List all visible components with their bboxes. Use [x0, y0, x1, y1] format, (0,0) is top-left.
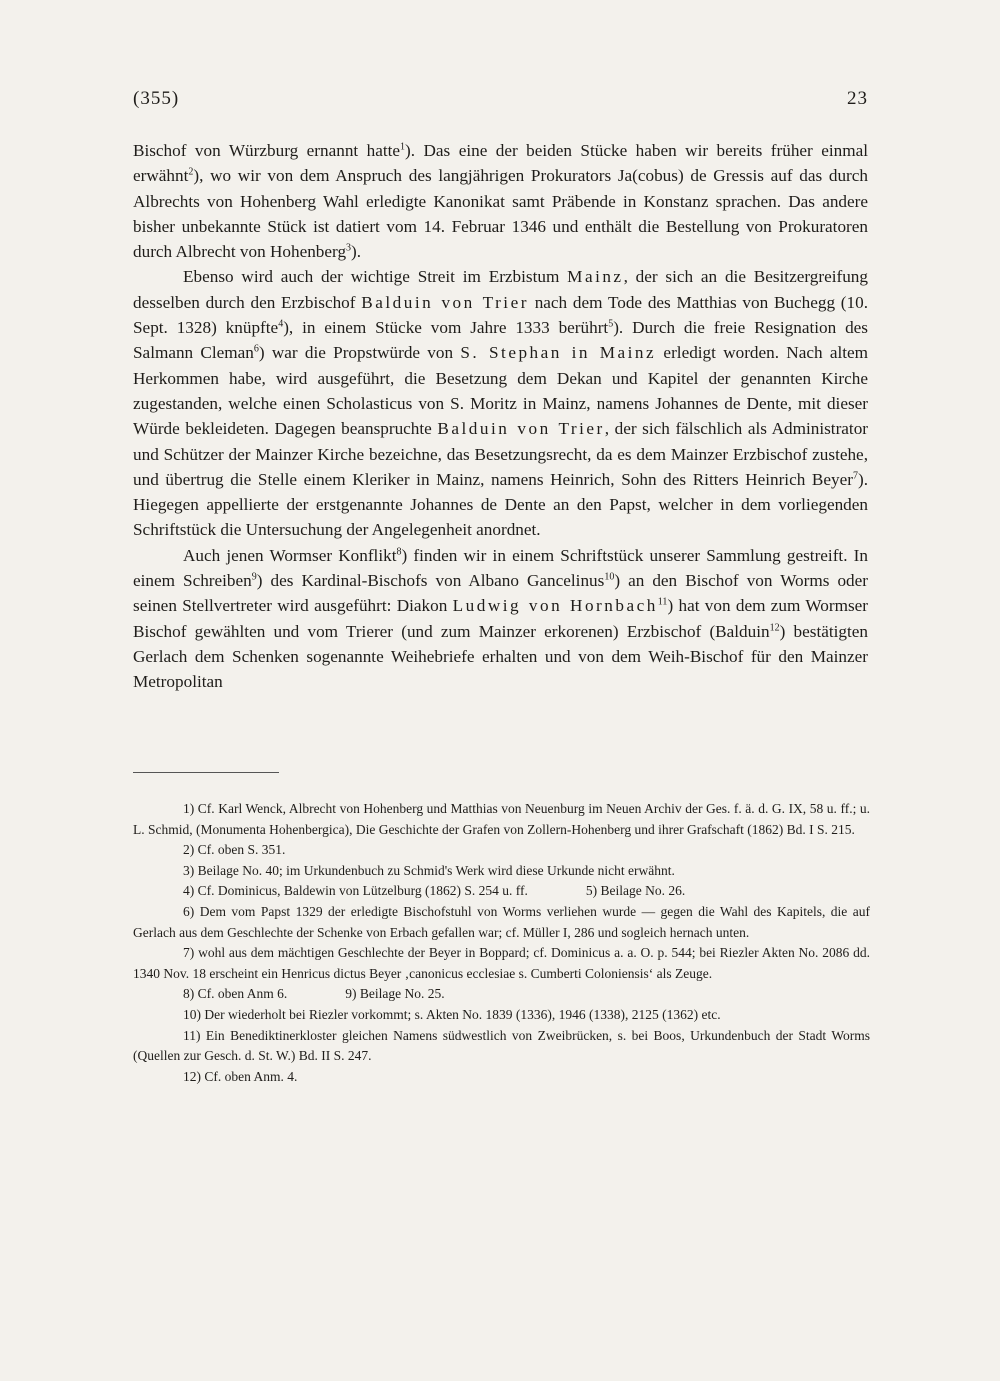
body-paragraph: [133, 264, 868, 542]
page-number: 23: [847, 88, 868, 109]
footnote: [133, 840, 870, 861]
footnote-reference: 9: [251, 571, 257, 583]
spaced-emphasis: Balduin von Trier: [361, 292, 529, 312]
footnote-text: 9) Beilage No. 25.: [345, 986, 445, 1002]
footnote-text: 2) Cf. oben S. 351.: [183, 842, 286, 858]
footnote-text: 10) Der wiederholt bei Riezler vorkommt; s. Akten No. 1839 (1336), 1946 (1338), 2125 (1362) etc.: [183, 1006, 721, 1022]
footnote-reference: 7: [852, 470, 858, 482]
text-run: ). Durch die freie Resignation des Salmann Cleman: [133, 318, 868, 363]
main-text: [133, 138, 868, 695]
footnote-text: 7) wohl aus dem mächtigen Geschlechte der Beyer in Boppard; cf. Dominicus a. a. O. p. 544; bei Riezler Akten No. 2086 dd. 1340 Nov. 18 erscheint ein Henricus dictus Beyer ‚canonicus ecclesiae s. Cumberti Coloniensis‘ als Zeuge.: [133, 945, 870, 981]
footnote: [133, 984, 870, 1005]
footnote-reference: 2: [188, 166, 194, 178]
footnote: [133, 881, 870, 902]
text-run: ). Hiegegen appellierte der erstgenannte Johannes de Dente an den Papst, welcher in dem vorliegenden Schriftstück die Untersuchung der Angelegenheit anordnet.: [133, 469, 868, 540]
footnote-reference: 6: [253, 343, 259, 355]
text-run: erledigt worden. Nach altem Herkommen habe, wird ausgeführt, die Besetzung dem Dekan und Kapitel der genannten Kirche zugestanden, welche einen Scholasticus von S. Moritz in Mainz, namens Johannes de Dente, mit dieser Würde bekleideten. Dagegen beanspruchte: [133, 343, 869, 439]
text-run: ) finden wir in einem Schriftstück unserer Sammlung gestreift. In einem Schreiben: [133, 545, 868, 591]
text-run: , der sich an die Besitzergreifung desselben durch den Erzbischof: [133, 267, 868, 312]
footnote-reference: 5: [608, 318, 614, 330]
footnote: [133, 943, 870, 984]
text-run: nach dem Tode des Matthias von Buchegg (10. Sept. 1328) knüpfte: [133, 292, 869, 338]
footnote-reference: 11: [657, 596, 668, 608]
text-run: ) bestätigten Gerlach dem Schenken sogenannte Weihebriefe erhalten und von dem Weih-Bischof für den Mainzer Metropolitan: [133, 621, 869, 692]
text-run: ) war die Propstwürde von: [258, 343, 461, 363]
footnote-text: 8) Cf. oben Anm 6.: [183, 986, 288, 1002]
footnote-text: 5) Beilage No. 26.: [585, 883, 686, 899]
text-run: ) hat von dem zum Wormser Bischof gewählten und vom Trierer (und zum Mainzer erkorenen) Erzbischof (Balduin: [133, 596, 868, 641]
page-header: [133, 88, 868, 110]
text-run: Bischof von Würzburg ernannt hatte: [133, 141, 401, 160]
text-run: ) des Kardinal-Bischofs von Albano Gancelinus: [256, 571, 605, 591]
text-run: ), in einem Stücke vom Jahre 1333 berührt: [283, 318, 609, 338]
footnote-separator: [133, 772, 279, 773]
body-paragraph: [133, 543, 868, 695]
footnote-text: 11) Ein Benediktinerkloster gleichen Namens südwestlich von Zweibrücken, s. bei Boos, Urkundenbuch der Stadt Worms (Quellen zur Gesch. d. St. W.) Bd. II S. 247.: [133, 1027, 870, 1064]
footnote-text: 6) Dem vom Papst 1329 der erledigte Bischofstuhl von Worms verliehen wurde — gegen die Wahl des Kapitels, die auf Gerlach aus dem Geschlechte der Schenke von Erbach gefallen war; cf. Müller I, 286 und sogleich hernach unten.: [133, 903, 870, 940]
footnote-reference: 8: [396, 546, 402, 558]
text-run: ).: [351, 242, 362, 262]
text-run: ), wo wir von dem Anspruch des langjährigen Prokurators Ja(cobus) de Gressis auf das durch Albrechts von Hohenberg Wahl erledigte Kanonikat samt Präbende in Konstanz sprachen. Das andere bisher unbekannte Stück ist datiert vom 14. Februar 1346 und enthält die Bestellung von Prokuratoren durch Albrecht von Hohenberg: [133, 166, 868, 262]
footnote-reference: 10: [604, 571, 615, 583]
footnotes: [133, 799, 870, 1087]
footnote-text: 4) Cf. Dominicus, Baldewin von Lützelburg (1862) S. 254 u. ff.: [183, 883, 528, 899]
spaced-emphasis: Ludwig von Hornbach: [452, 596, 658, 616]
footnote-reference: 1: [400, 141, 406, 153]
text-run: Ebenso wird auch der wichtige Streit im Erzbistum: [183, 267, 568, 287]
body-paragraph: [133, 138, 868, 264]
spaced-emphasis: Balduin von Trier: [437, 419, 605, 439]
footnote-reference: 12: [769, 621, 780, 633]
footnote-reference: 4: [278, 318, 284, 330]
footnote: [133, 861, 870, 882]
spaced-emphasis: S. Stephan in Mainz: [460, 343, 657, 363]
footnote-text: 3) Beilage No. 40; im Urkundenbuch zu Schmid's Werk wird diese Urkunde nicht erwähnt.: [183, 862, 675, 878]
footnote: [133, 1005, 870, 1026]
footnote: [133, 902, 870, 943]
text-run: , der sich fälschlich als Administrator und Schützer der Mainzer Kirche bezeichne, das Besetzungsrecht, da es dem Mainzer Erzbischof zustehe, und übertrug die Stelle einem Kleriker in Mainz, namens Heinrich, Sohn des Ritters Heinrich Beyer: [133, 419, 869, 489]
footnote-text: 12) Cf. oben Anm. 4.: [183, 1068, 298, 1084]
text-run: ). Das eine der beiden Stücke haben wir bereits früher einmal erwähnt: [133, 141, 868, 186]
footnote: [133, 1067, 870, 1088]
original-page-number: (355): [133, 88, 180, 109]
spaced-emphasis: Mainz: [567, 267, 624, 287]
text-run: ) an den Bischof von Worms oder seinen Stellvertreter wird ausgeführt: Diakon: [133, 571, 868, 616]
footnote: [133, 1026, 870, 1067]
text-run: Auch jenen Wormser Konflikt: [183, 545, 397, 565]
footnote-reference: 3: [346, 242, 352, 254]
footnote: [133, 799, 870, 840]
footnote-text: 1) Cf. Karl Wenck, Albrecht von Hohenberg und Matthias von Neuenburg im Neuen Archiv der Ges. f. ä. d. G. IX, 58 u. ff.; u. L. Schmid, (Monumenta Hohenbergica), Die Geschichte der Grafen von Zollern-Hohenberg und ihrer Grafschaft (1862) Bd. I S. 215.: [133, 801, 870, 837]
